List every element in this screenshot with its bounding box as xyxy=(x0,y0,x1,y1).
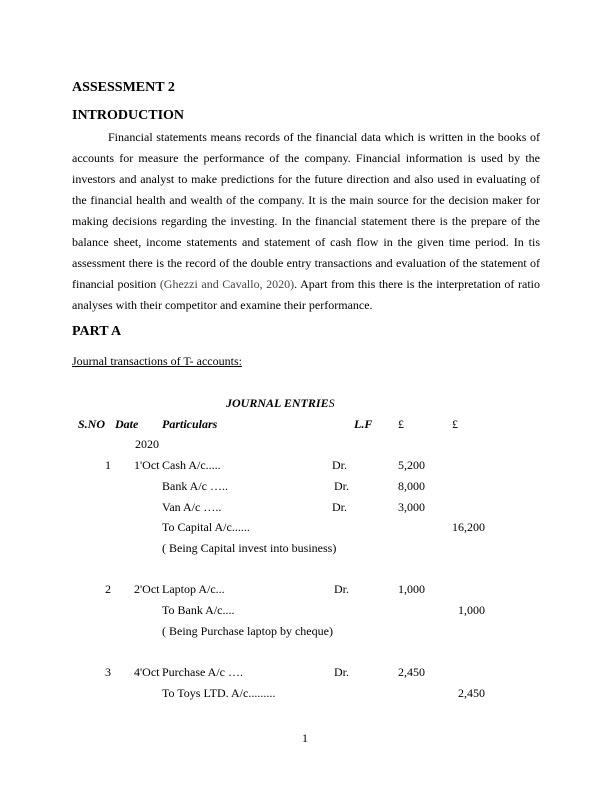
entry-line-text: Laptop A/c... xyxy=(162,582,225,596)
header-date: Date xyxy=(115,417,139,431)
header-credit: £ xyxy=(452,417,458,431)
header-lf: L.F xyxy=(354,417,373,431)
introduction-heading: INTRODUCTION xyxy=(72,108,185,123)
header-sno: S.NO xyxy=(78,417,106,431)
journal-year: 2020 xyxy=(135,437,159,451)
entry-line-dr: Dr. xyxy=(334,582,349,596)
intro-text: Financial statements means records of the financial data which is written in the books of accounts for measure the performance of the company. Financial information is used by the investors and analyst to make predictions for the future direction and also used in evaluating of the financial health and wealth of the company. It is the main source for the decision maker for making decisions regarding the investing. In the financial statement there is the prepare of the balance sheet, income statements and statement of cash flow in the given time period. In tis assessment there is the record of the double entry transactions and evaluation of the statement of financial position xyxy=(72,130,540,291)
entry-line-text: Bank A/c ….. xyxy=(162,479,228,493)
introduction-paragraph xyxy=(72,127,540,316)
entry-line-text: To Bank A/c.... xyxy=(162,603,235,617)
journal-title xyxy=(226,396,335,410)
part-a-heading: PART A xyxy=(72,324,122,339)
entry-line-dr: Dr. xyxy=(332,500,347,514)
entry-sno: 2 xyxy=(105,582,111,596)
entry-line-debit: 2,450 xyxy=(398,665,425,679)
entry-date: 2'Oct xyxy=(134,582,160,596)
intro-text-end: . Apart from this there is the interpretation of ratio analyses with their competitor and examine their performance. xyxy=(72,277,540,312)
entry-line-credit: 2,450 xyxy=(458,686,485,700)
header-particulars: Particulars xyxy=(162,417,218,431)
assessment-heading: ASSESSMENT 2 xyxy=(72,80,175,95)
page-number: 1 xyxy=(302,731,308,745)
entry-line-dr: Dr. xyxy=(332,458,347,472)
entry-line-debit: 5,200 xyxy=(398,458,425,472)
header-debit: £ xyxy=(398,417,404,431)
entry-line-text: To Capital A/c...... xyxy=(162,520,250,534)
entry-narration: ( Being Capital invest into business) xyxy=(162,541,337,555)
entry-narration: ( Being Purchase laptop by cheque) xyxy=(162,624,333,638)
entry-line-text: Van A/c ….. xyxy=(162,500,222,514)
entry-line-debit: 1,000 xyxy=(398,582,425,596)
entry-line-dr: Dr. xyxy=(334,479,349,493)
entry-date: 4'Oct xyxy=(134,665,160,679)
entry-line-text: Cash A/c..... xyxy=(162,458,221,472)
entry-line-credit: 1,000 xyxy=(458,603,485,617)
entry-date: 1'Oct xyxy=(134,458,160,472)
entry-sno: 1 xyxy=(105,458,111,472)
entry-line-debit: 3,000 xyxy=(398,500,425,514)
entry-line-debit: 8,000 xyxy=(398,479,425,493)
entry-sno: 3 xyxy=(105,665,111,679)
journal-title-tail: S xyxy=(328,396,335,410)
entry-line-dr: Dr. xyxy=(334,665,349,679)
journal-transactions-link: Journal transactions of T- accounts: xyxy=(72,354,242,368)
entry-line-credit: 16,200 xyxy=(452,520,485,534)
journal-title-main: JOURNAL ENTRIE xyxy=(226,396,329,410)
entry-line-text: Purchase A/c …. xyxy=(162,665,243,679)
entry-line-text: To Toys LTD. A/c......... xyxy=(162,686,276,700)
citation: (Ghezzi and Cavallo, 2020) xyxy=(159,277,295,291)
